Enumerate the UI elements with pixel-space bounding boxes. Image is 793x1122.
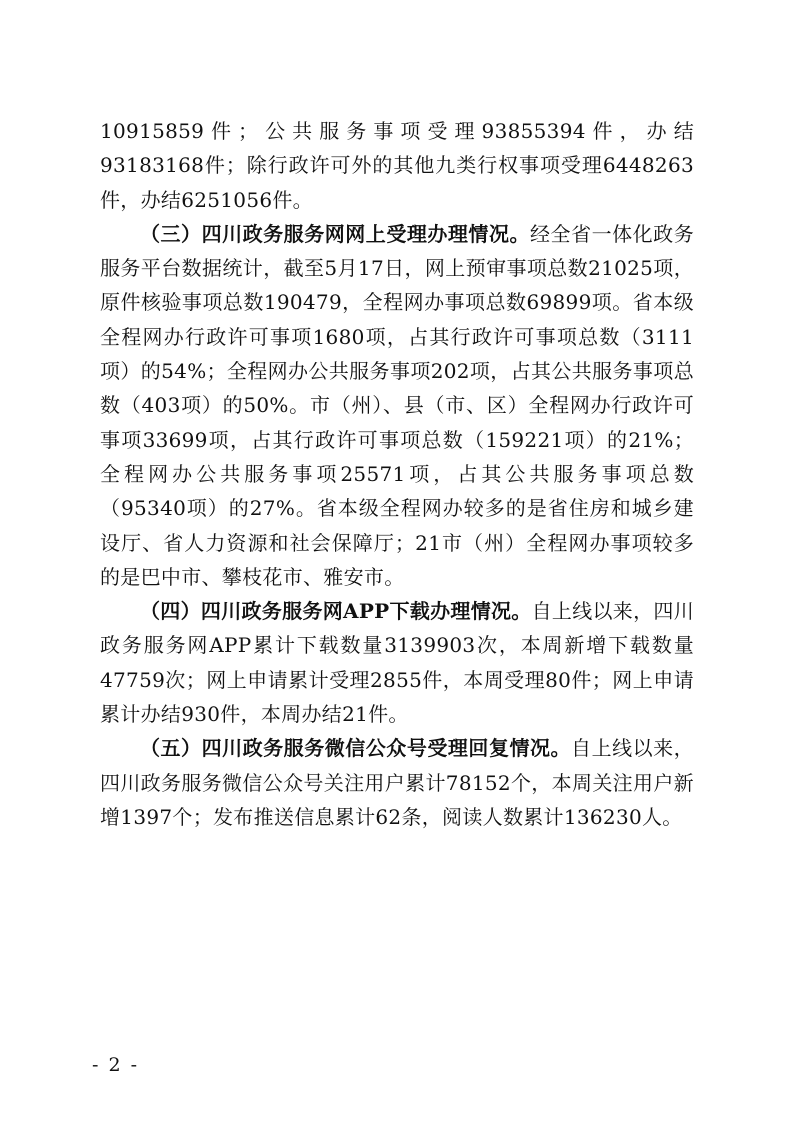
section-4-text: 自上线以来，四川政务服务网APP累计下载数量3139903次，本周新增下载数量47759次；网上申请累计受理2855件，本周受理80件；网上申请累计办结930件，本周办结21件。: [100, 599, 695, 727]
paragraph-section-4: [100, 594, 694, 731]
section-3-text: 经全省一体化政务服务平台数据统计，截至5月17日，网上预审事项总数21025项，原件核验事项总数190479，全程网办事项总数69899项。省本级全程网办行政许可事项1680项，占其行政许可事项总数（3111项）的54%；全程网办公共服务事项202项，占其公共服务事项总数（403项）的50%。市（州）、县（市、区）全程网办行政许可事项33699项，占其行政许可事项总数（159221项）的21%；全程网办公共服务事项25571项，占其公共服务事项总数（95340项）的27%。省本级全程网办较多的是省住房和城乡建设厅、省人力资源和社会保障厅；21市（州）全程网办事项较多的是巴中市、攀枝花市、雅安市。: [100, 221, 695, 589]
section-5-heading: （五）四川政务服务微信公众号受理回复情况。: [140, 736, 572, 761]
paragraph-section-5: [100, 731, 694, 834]
document-body: [100, 114, 694, 834]
section-4-heading: （四）四川政务服务网APP下载办理情况。: [140, 599, 532, 624]
paragraph-continuation: [100, 114, 694, 217]
section-5-text: 自上线以来，四川政务服务微信公众号关注用户累计78152个，本周关注用户新增1397个；发布推送信息累计62条，阅读人数累计136230人。: [100, 736, 694, 829]
paragraph-section-3: [100, 217, 694, 594]
section-3-heading: （三）四川政务服务网网上受理办理情况。: [140, 221, 531, 246]
paragraph-text: 10915859件；公共服务事项受理93855394件，办结93183168件；除行政许可外的其他九类行权事项受理6448263件，办结6251056件。: [100, 119, 694, 212]
page-number: - 2 -: [92, 1054, 140, 1076]
